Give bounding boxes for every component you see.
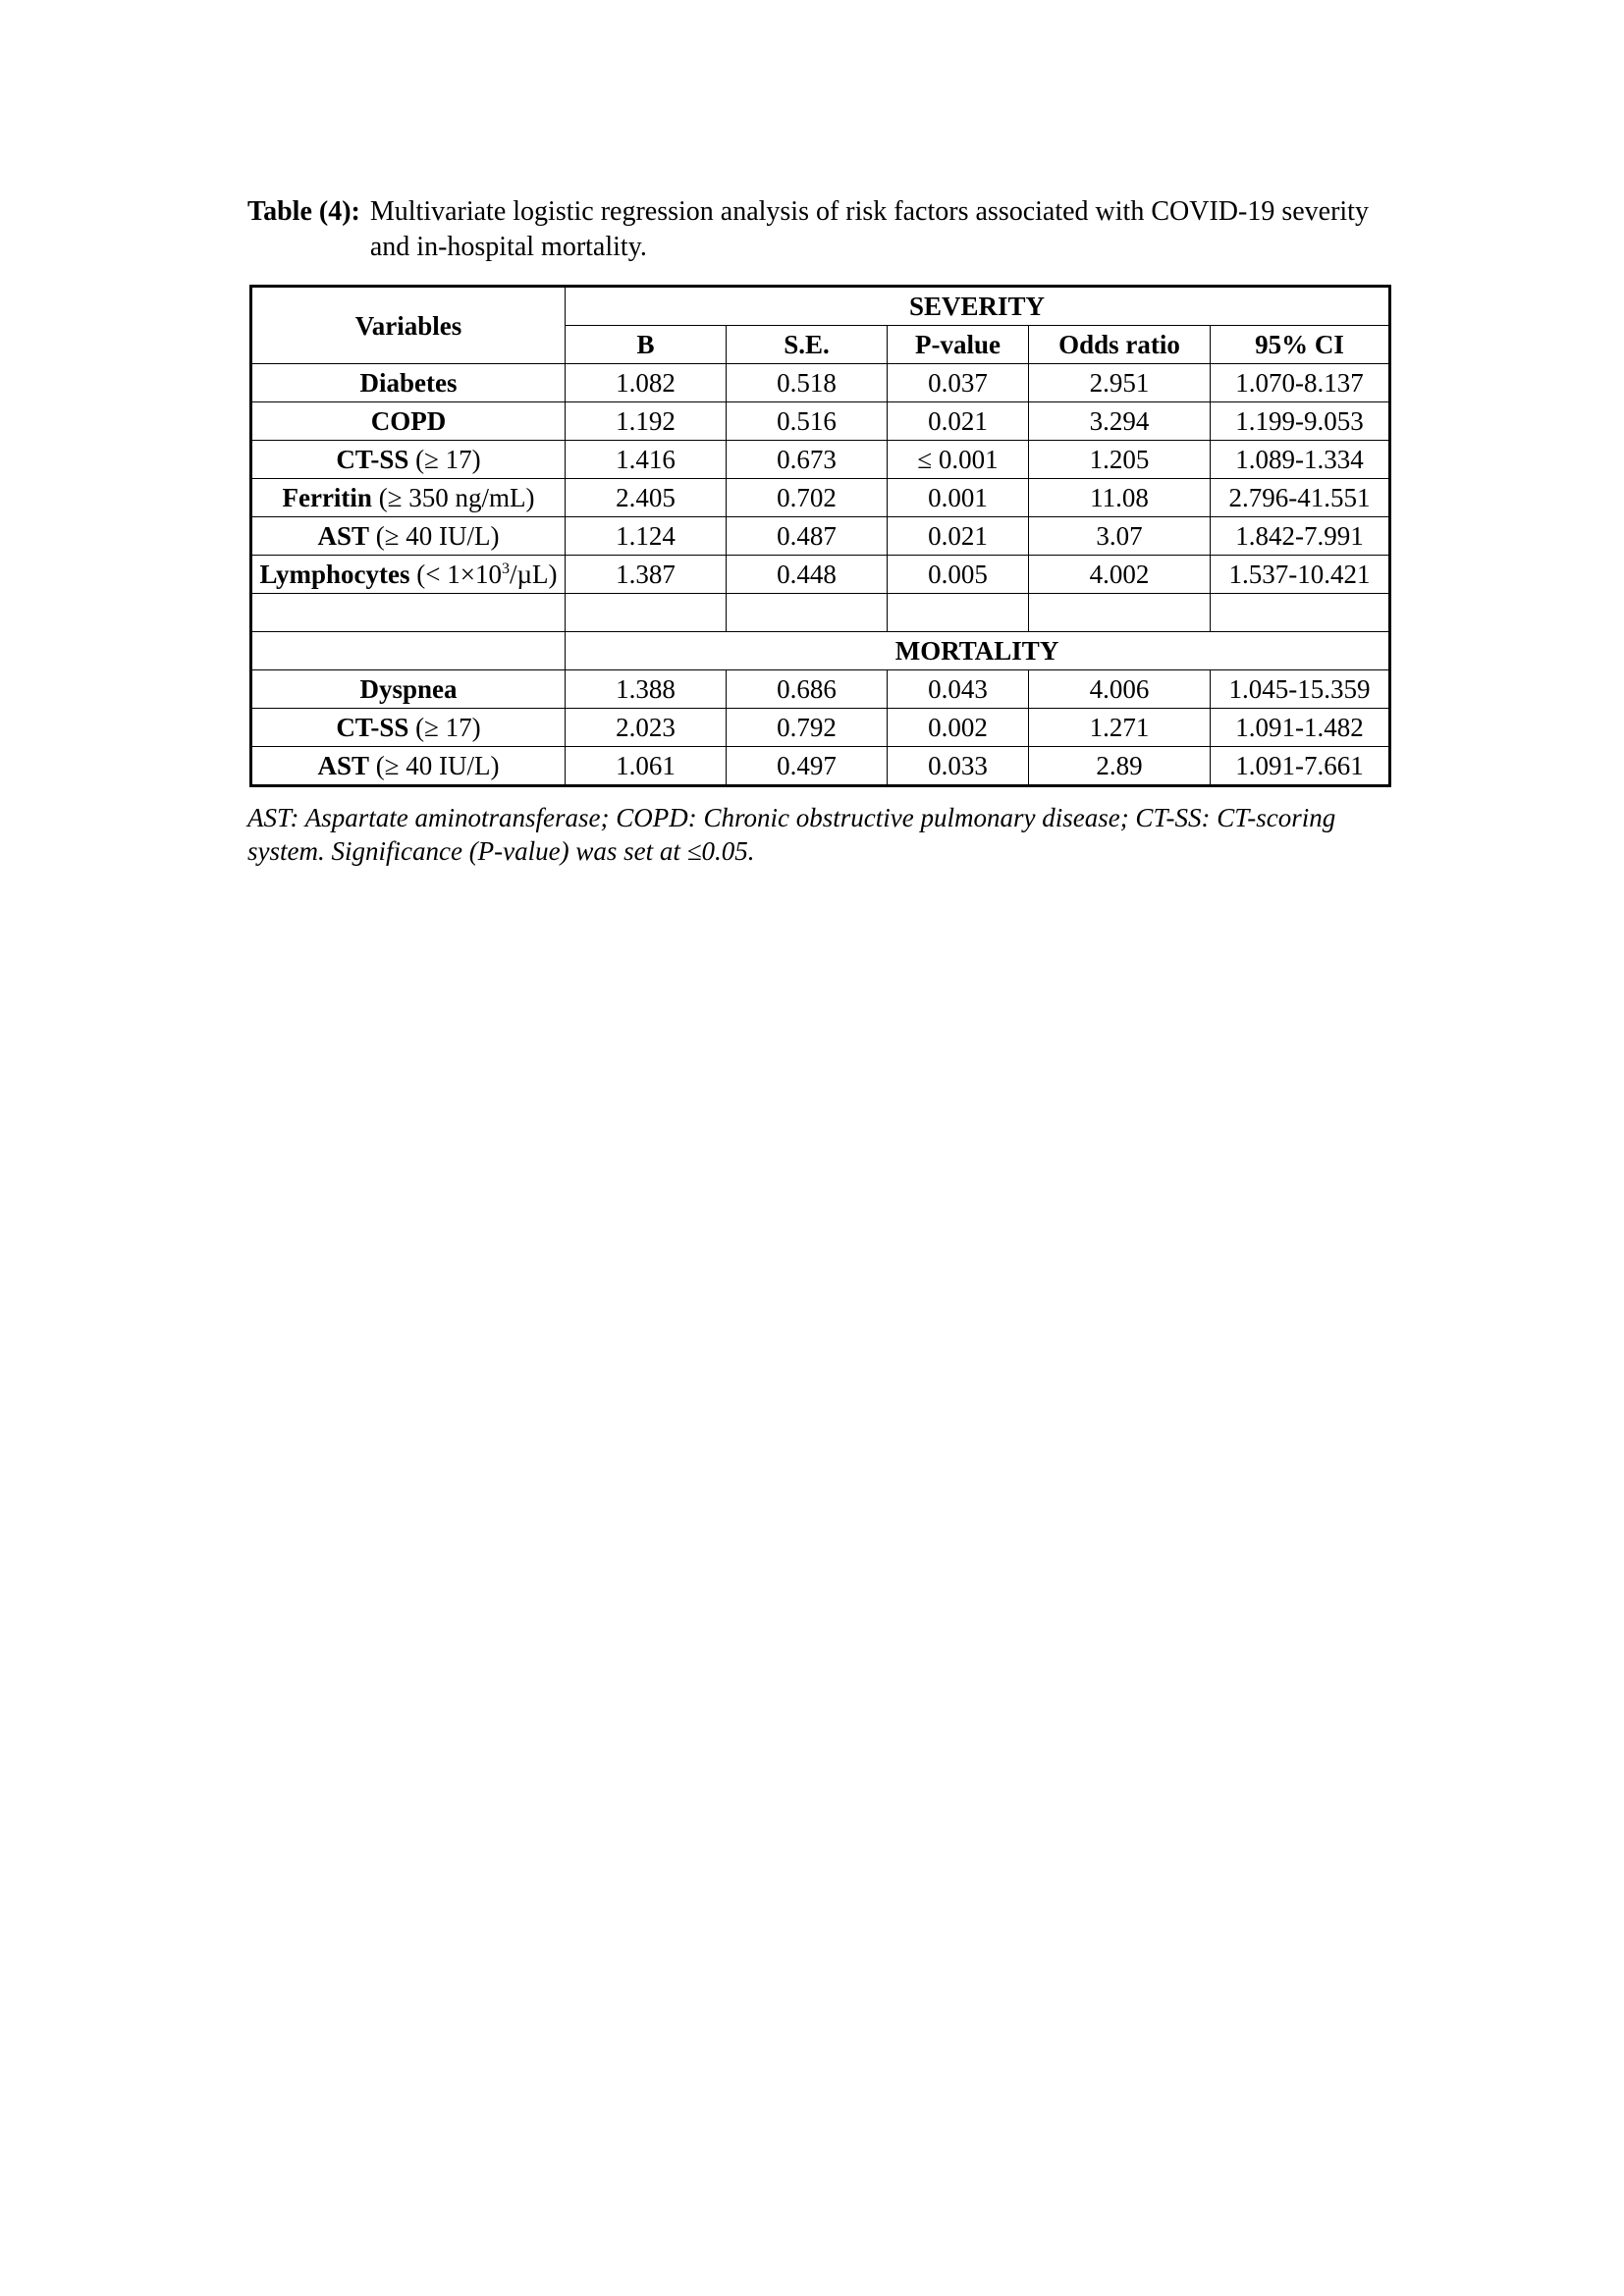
empty-cell [251, 632, 566, 670]
variable-name-cell [251, 747, 566, 786]
p-value-cell: 0.001 [888, 479, 1029, 517]
variable-name: AST [317, 521, 369, 551]
table-row [251, 402, 1390, 441]
ci-value-cell: 1.091-7.661 [1211, 747, 1390, 786]
empty-row [251, 594, 1390, 632]
ci-value-cell: 1.199-9.053 [1211, 402, 1390, 441]
p-value-cell: 0.033 [888, 747, 1029, 786]
b-value-cell: 2.023 [566, 709, 727, 747]
odds-ratio-value-cell: 3.294 [1029, 402, 1211, 441]
empty-cell [566, 594, 727, 632]
ci-value-cell: 1.091-1.482 [1211, 709, 1390, 747]
table-row [251, 479, 1390, 517]
variable-superscript: 3 [501, 561, 510, 577]
b-value-cell: 1.387 [566, 556, 727, 594]
table-caption [247, 194, 1396, 265]
variable-name: Dyspnea [359, 674, 458, 704]
odds-ratio-value-cell: 4.006 [1029, 670, 1211, 709]
table-row [251, 709, 1390, 747]
p-value-cell: ≤ 0.001 [888, 441, 1029, 479]
odds-ratio-value-cell: 3.07 [1029, 517, 1211, 556]
variable-name: CT-SS [336, 713, 409, 742]
empty-cell [727, 594, 888, 632]
variable-name: COPD [370, 406, 447, 436]
table-row [251, 364, 1390, 402]
b-value-cell: 1.061 [566, 747, 727, 786]
b-value-cell: 1.124 [566, 517, 727, 556]
empty-cell [251, 594, 566, 632]
variables-header: Variables [251, 287, 566, 364]
b-value-cell: 1.416 [566, 441, 727, 479]
p-value-cell: 0.043 [888, 670, 1029, 709]
variable-name: Ferritin [282, 483, 372, 512]
column-header-se: S.E. [727, 326, 888, 364]
se-value-cell: 0.686 [727, 670, 888, 709]
ci-value-cell: 1.070-8.137 [1211, 364, 1390, 402]
empty-cell [1029, 594, 1211, 632]
p-value-cell: 0.021 [888, 402, 1029, 441]
variable-qualifier: (≥ 17) [408, 445, 481, 474]
variable-name-cell [251, 709, 566, 747]
se-value-cell: 0.487 [727, 517, 888, 556]
ci-value-cell: 1.045-15.359 [1211, 670, 1390, 709]
variable-name-cell [251, 402, 566, 441]
variable-name: Lymphocytes [259, 560, 410, 589]
se-value-cell: 0.516 [727, 402, 888, 441]
variable-qualifier: (≥ 40 IU/L) [368, 521, 500, 551]
ci-value-cell: 1.537-10.421 [1211, 556, 1390, 594]
variable-qualifier: (< 1×10 [409, 560, 502, 589]
header-row-1 [251, 287, 1390, 326]
table-row [251, 517, 1390, 556]
ci-value-cell: 1.842-7.991 [1211, 517, 1390, 556]
caption-text: Multivariate logistic regression analysis of risk factors associated with COVID-19 severity and in-hospital mortality. [369, 196, 1369, 262]
severity-header: SEVERITY [566, 287, 1390, 326]
odds-ratio-value-cell: 2.89 [1029, 747, 1211, 786]
p-value-cell: 0.037 [888, 364, 1029, 402]
empty-cell [888, 594, 1029, 632]
column-header-ci: 95% CI [1211, 326, 1390, 364]
odds-ratio-value-cell: 1.271 [1029, 709, 1211, 747]
column-header-b: B [566, 326, 727, 364]
variable-qualifier: (≥ 40 IU/L) [368, 751, 500, 780]
mortality-header: MORTALITY [566, 632, 1390, 670]
odds-ratio-value-cell: 11.08 [1029, 479, 1211, 517]
caption-label: Table (4): [247, 196, 360, 227]
table-row [251, 747, 1390, 786]
b-value-cell: 1.192 [566, 402, 727, 441]
variable-qualifier: (≥ 17) [408, 713, 481, 742]
ci-value-cell: 2.796-41.551 [1211, 479, 1390, 517]
table-row [251, 556, 1390, 594]
variable-name-cell [251, 517, 566, 556]
se-value-cell: 0.448 [727, 556, 888, 594]
mortality-header-row [251, 632, 1390, 670]
variable-name: AST [317, 751, 369, 780]
variable-name-cell [251, 364, 566, 402]
se-value-cell: 0.702 [727, 479, 888, 517]
variable-name-cell [251, 670, 566, 709]
b-value-cell: 1.388 [566, 670, 727, 709]
table-footnote: AST: Aspartate aminotransferase; COPD: Chronic obstructive pulmonary disease; CT-SS: CT-scoring system. Significance (P-value) was set at ≤0.05. [247, 803, 1336, 866]
variable-name-cell [251, 556, 566, 594]
b-value-cell: 1.082 [566, 364, 727, 402]
p-value-cell: 0.005 [888, 556, 1029, 594]
table-row [251, 670, 1390, 709]
se-value-cell: 0.673 [727, 441, 888, 479]
odds-ratio-value-cell: 4.002 [1029, 556, 1211, 594]
variable-name: CT-SS [336, 445, 409, 474]
odds-ratio-value-cell: 2.951 [1029, 364, 1211, 402]
p-value-cell: 0.021 [888, 517, 1029, 556]
variable-unit-tail: /µL) [509, 560, 558, 589]
empty-cell [1211, 594, 1390, 632]
column-header-odds-ratio: Odds ratio [1029, 326, 1211, 364]
variable-qualifier: (≥ 350 ng/mL) [371, 483, 535, 512]
table-row [251, 441, 1390, 479]
variable-name-cell [251, 441, 566, 479]
odds-ratio-value-cell: 1.205 [1029, 441, 1211, 479]
p-value-cell: 0.002 [888, 709, 1029, 747]
b-value-cell: 2.405 [566, 479, 727, 517]
se-value-cell: 0.497 [727, 747, 888, 786]
variable-name-cell [251, 479, 566, 517]
ci-value-cell: 1.089-1.334 [1211, 441, 1390, 479]
column-header-p-value: P-value [888, 326, 1029, 364]
se-value-cell: 0.518 [727, 364, 888, 402]
se-value-cell: 0.792 [727, 709, 888, 747]
regression-table [249, 285, 1391, 787]
variable-name: Diabetes [359, 368, 458, 398]
